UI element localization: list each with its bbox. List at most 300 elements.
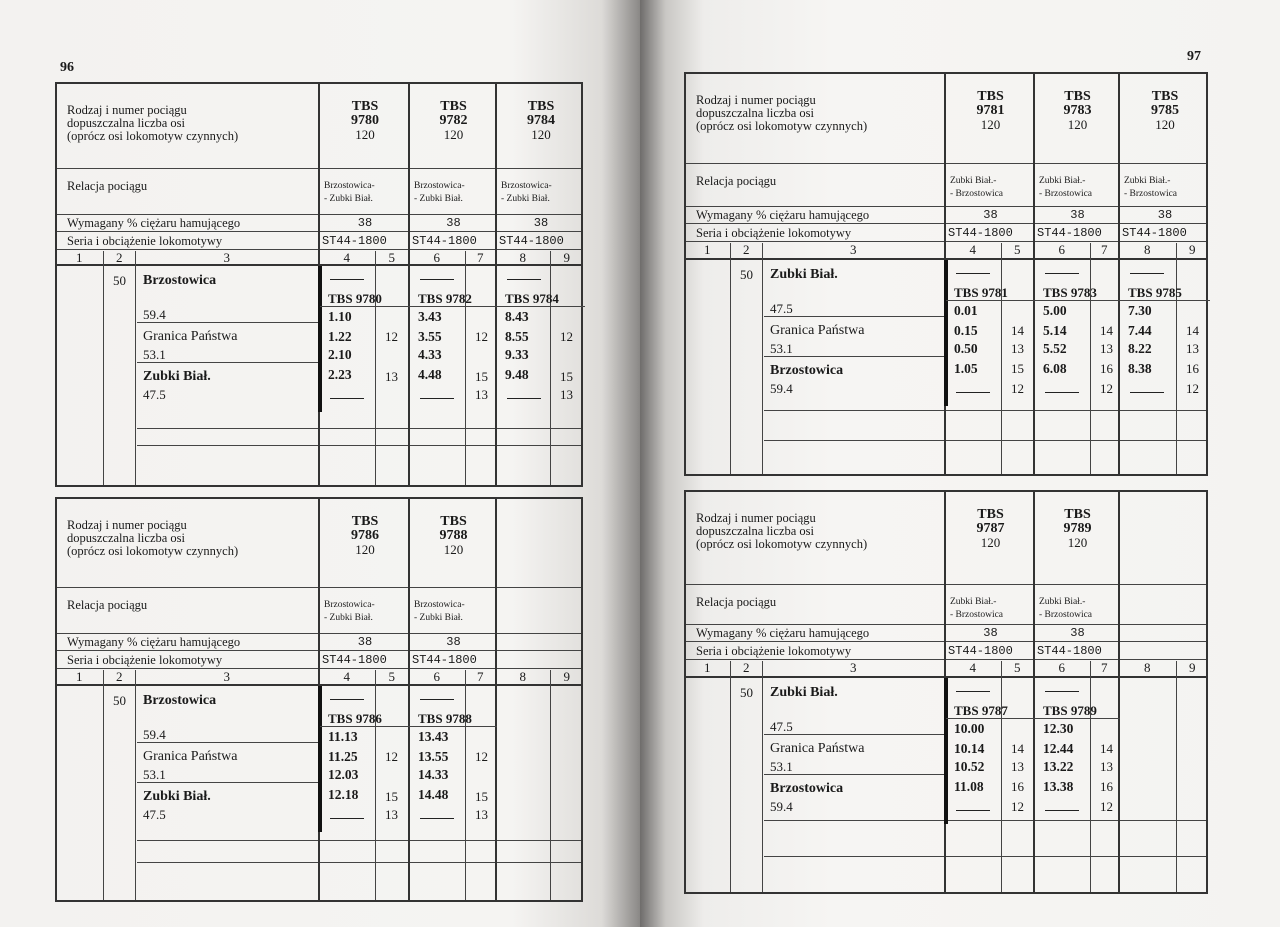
- train-time: 13.55: [418, 749, 449, 764]
- axle-count: 120: [355, 127, 375, 142]
- braking-percent: 38: [446, 216, 461, 230]
- running-minutes: 16: [1100, 361, 1113, 376]
- axle-count: 120: [1067, 535, 1088, 550]
- relation-from: Zubki Biał.-: [1124, 176, 1171, 186]
- column-number: 7: [477, 250, 484, 265]
- column-rule: [1118, 74, 1120, 474]
- column-number: 2: [743, 660, 750, 675]
- relation-label: Relacja pociągu: [696, 174, 777, 188]
- table-rule: [686, 223, 1206, 224]
- dash-mark: [1045, 810, 1079, 811]
- header-line: (oprócz osi lokomotyw czynnych): [67, 544, 239, 558]
- locomotive-series: ST44-1800: [322, 653, 387, 667]
- column-rule: [408, 84, 410, 485]
- train-header: [410, 100, 497, 142]
- station-km: 47.5: [143, 807, 166, 822]
- column-number: 5: [1014, 660, 1021, 675]
- station-km: 59.4: [770, 799, 793, 814]
- station-name: Granica Państwa: [143, 329, 238, 344]
- train-relation: [414, 180, 465, 206]
- locomotive-series: ST44-1800: [948, 226, 1013, 240]
- axle-count: 120: [443, 127, 464, 142]
- table-rule: [137, 840, 581, 841]
- station-rule: [137, 322, 320, 323]
- table-rule: [137, 445, 581, 446]
- train-time: 2.10: [328, 347, 352, 362]
- relation-from: Brzostowica-: [501, 181, 552, 191]
- running-minutes: 15: [1011, 361, 1024, 376]
- header-line: Rodzaj i numer pociągu: [696, 511, 816, 525]
- column-rule: [550, 251, 551, 485]
- station-rule: [764, 356, 946, 357]
- station-name: Brzostowica: [143, 693, 217, 708]
- train-category: TBS: [440, 514, 467, 529]
- column-number: 6: [433, 669, 440, 684]
- train-time: 4.33: [418, 347, 442, 362]
- column-number: 2: [116, 250, 123, 265]
- column-number: 3: [850, 242, 857, 257]
- dash-mark: [420, 279, 454, 280]
- dash-mark: [420, 398, 454, 399]
- column-rule: [1176, 243, 1177, 474]
- running-minutes: 12: [385, 749, 398, 764]
- table-rule: [764, 856, 1206, 857]
- dash-mark: [1045, 691, 1079, 692]
- column-number: 4: [969, 660, 976, 675]
- running-minutes: 12: [1011, 799, 1024, 814]
- column-number: 9: [1189, 660, 1196, 675]
- relation-from: Zubki Biał.-: [1039, 176, 1086, 186]
- column-rule: [1001, 661, 1002, 892]
- relation-label: Relacja pociągu: [67, 179, 148, 193]
- route-block-bar: [944, 678, 948, 824]
- train-time: 11.25: [328, 749, 358, 764]
- header-line: dopuszczalna liczba osi: [696, 106, 815, 120]
- train-category: TBS: [1064, 507, 1091, 522]
- column-number: 9: [563, 250, 570, 265]
- label-rule: [1035, 300, 1120, 301]
- running-minutes: 16: [1186, 361, 1199, 376]
- column-rule: [1090, 243, 1091, 474]
- km-start: 50: [113, 273, 126, 288]
- running-minutes: 15: [560, 369, 573, 384]
- train-relation: [324, 180, 375, 206]
- header-caption: [696, 94, 867, 133]
- dash-mark: [956, 810, 990, 811]
- train-number: 9784: [527, 113, 555, 128]
- table-rule: [137, 862, 581, 863]
- page-number: 96: [60, 60, 74, 75]
- column-number: 7: [1101, 660, 1108, 675]
- station-km: 59.4: [143, 307, 166, 322]
- route-block-bar: [318, 266, 322, 412]
- train-label: TBS 9781: [954, 285, 1008, 300]
- column-rule: [1118, 492, 1120, 892]
- train-category: TBS: [1151, 89, 1179, 104]
- train-label: TBS 9788: [418, 711, 472, 726]
- relation-to: - Zubki Biał.: [501, 194, 550, 204]
- label-rule: [410, 306, 497, 307]
- column-number: 5: [1014, 242, 1021, 257]
- running-minutes: 15: [385, 789, 398, 804]
- header-caption: [67, 104, 238, 143]
- train-time: 4.48: [418, 367, 442, 382]
- column-number: 8: [519, 250, 526, 265]
- braking-label: Wymagany % ciężaru hamującego: [67, 635, 241, 649]
- header-line: Rodzaj i numer pociągu: [696, 93, 816, 107]
- locomotive-series: ST44-1800: [1037, 644, 1102, 658]
- locomotive-series: ST44-1800: [948, 644, 1013, 658]
- locomotive-series: ST44-1800: [1122, 226, 1187, 240]
- dash-mark: [1045, 273, 1079, 274]
- running-minutes: 12: [560, 329, 573, 344]
- relation-to: - Zubki Biał.: [324, 613, 373, 623]
- station-name: Zubki Biał.: [770, 267, 838, 282]
- dash-mark: [1130, 392, 1164, 393]
- train-label: TBS 9787: [954, 703, 1008, 718]
- label-rule: [1035, 718, 1120, 719]
- running-minutes: 13: [385, 369, 398, 384]
- locomotive-series: ST44-1800: [412, 234, 477, 248]
- column-rule: [1001, 243, 1002, 474]
- dash-mark: [507, 398, 541, 399]
- locomotive-series: ST44-1800: [322, 234, 387, 248]
- train-header: [946, 90, 1035, 132]
- table-rule: [764, 820, 1206, 821]
- station-rule: [137, 742, 320, 743]
- train-time: 0.01: [954, 303, 978, 318]
- relation-from: Brzostowica-: [324, 181, 375, 191]
- header-caption: [696, 512, 867, 551]
- table-rule: [686, 206, 1206, 207]
- column-rule: [550, 670, 551, 900]
- column-number: 5: [388, 669, 395, 684]
- column-rule: [135, 251, 136, 485]
- train-time: 2.23: [328, 367, 352, 382]
- relation-from: Brzostowica-: [414, 600, 465, 610]
- train-time: 12.30: [1043, 721, 1074, 736]
- train-time: 5.14: [1043, 323, 1067, 338]
- train-label: TBS 9782: [418, 291, 472, 306]
- column-number: 6: [433, 250, 440, 265]
- column-number: 3: [223, 250, 230, 265]
- station-name: Brzostowica: [770, 363, 844, 378]
- km-start: 50: [740, 267, 753, 282]
- running-minutes: 12: [1186, 381, 1199, 396]
- braking-percent: 38: [1070, 626, 1085, 640]
- train-label: TBS 9783: [1043, 285, 1097, 300]
- train-time: 0.50: [954, 341, 978, 356]
- locomotive-series: ST44-1800: [1037, 226, 1102, 240]
- train-category: TBS: [440, 99, 467, 114]
- running-minutes: 15: [475, 369, 488, 384]
- running-minutes: 12: [1100, 381, 1113, 396]
- braking-label: Wymagany % ciężaru hamującego: [696, 208, 870, 222]
- station-km: 47.5: [143, 387, 166, 402]
- dash-mark: [330, 279, 364, 280]
- timetable: [55, 497, 583, 902]
- table-rule: [686, 241, 1206, 242]
- train-time: 3.43: [418, 309, 442, 324]
- axle-count: 120: [355, 542, 375, 557]
- train-label: TBS 9785: [1128, 285, 1182, 300]
- column-number: 4: [343, 669, 350, 684]
- running-minutes: 12: [385, 329, 398, 344]
- column-number: 8: [1144, 660, 1151, 675]
- table-rule: [686, 163, 1206, 164]
- column-rule: [1033, 74, 1035, 474]
- table-rule: [764, 410, 1206, 411]
- running-minutes: 14: [1186, 323, 1199, 338]
- header-line: dopuszczalna liczba osi: [67, 531, 186, 545]
- column-rule: [495, 499, 497, 900]
- label-rule: [946, 300, 1035, 301]
- label-rule: [320, 726, 410, 727]
- train-number: 9783: [1063, 103, 1092, 118]
- dash-mark: [956, 273, 990, 274]
- label-rule: [497, 306, 585, 307]
- dash-mark: [330, 818, 364, 819]
- train-category: TBS: [351, 514, 379, 529]
- running-minutes: 13: [1100, 759, 1113, 774]
- braking-label: Wymagany % ciężaru hamującego: [696, 626, 870, 640]
- train-label: TBS 9780: [328, 291, 382, 306]
- running-minutes: 14: [1100, 741, 1113, 756]
- train-category: TBS: [977, 89, 1004, 104]
- header-line: dopuszczalna liczba osi: [67, 116, 186, 130]
- train-relation: [1124, 175, 1177, 201]
- header-line: (oprócz osi lokomotyw czynnych): [696, 119, 868, 133]
- relation-from: Zubki Biał.-: [1039, 597, 1086, 607]
- train-relation: [414, 599, 465, 625]
- column-rule: [375, 251, 376, 485]
- train-relation: [1039, 596, 1092, 622]
- dash-mark: [507, 279, 541, 280]
- train-time: 14.33: [418, 767, 449, 782]
- column-rule: [730, 661, 731, 892]
- train-time: 3.55: [418, 329, 442, 344]
- label-rule: [946, 718, 1035, 719]
- running-minutes: 13: [475, 807, 488, 822]
- train-time: 13.38: [1043, 779, 1074, 794]
- station-km: 47.5: [770, 719, 793, 734]
- station-rule: [764, 734, 946, 735]
- station-name: Brzostowica: [770, 781, 844, 796]
- column-number: 6: [1058, 660, 1065, 675]
- column-number: 1: [704, 242, 711, 257]
- train-number: 9787: [976, 521, 1005, 536]
- relation-to: - Brzostowica: [1039, 189, 1093, 199]
- train-time: 9.33: [505, 347, 529, 362]
- axle-count: 120: [1155, 117, 1175, 132]
- column-rule: [495, 84, 497, 485]
- axle-count: 120: [980, 117, 1001, 132]
- column-number: 6: [1058, 242, 1065, 257]
- station-rule: [137, 782, 320, 783]
- relation-to: - Zubki Biał.: [324, 194, 373, 204]
- braking-percent: 38: [1070, 208, 1085, 222]
- loco-label: Seria i obciążenie lokomotywy: [67, 653, 223, 667]
- train-relation: [950, 596, 1003, 622]
- column-rule: [103, 670, 104, 900]
- running-minutes: 12: [475, 329, 488, 344]
- dash-mark: [1130, 273, 1164, 274]
- running-minutes: 13: [1011, 341, 1024, 356]
- table-rule: [137, 428, 581, 429]
- label-rule: [1120, 300, 1210, 301]
- relation-to: - Brzostowica: [1039, 610, 1093, 620]
- axle-count: 120: [443, 542, 464, 557]
- train-time: 9.48: [505, 367, 529, 382]
- column-number: 7: [1101, 242, 1108, 257]
- column-number: 7: [477, 669, 484, 684]
- train-time: 6.08: [1043, 361, 1067, 376]
- column-rule: [1033, 492, 1035, 892]
- train-time: 0.15: [954, 323, 978, 338]
- train-number: 9781: [976, 103, 1005, 118]
- train-time: 8.22: [1128, 341, 1152, 356]
- running-minutes: 14: [1100, 323, 1113, 338]
- train-number: 9785: [1151, 103, 1179, 118]
- header-line: (oprócz osi lokomotyw czynnych): [696, 537, 868, 551]
- axle-count: 120: [531, 127, 551, 142]
- station-name: Granica Państwa: [770, 323, 865, 338]
- header-caption: [67, 519, 238, 558]
- station-rule: [764, 316, 946, 317]
- column-number: 2: [116, 669, 123, 684]
- page-number: 97: [1187, 49, 1201, 64]
- train-relation: [950, 175, 1003, 201]
- relation-from: Brzostowica-: [324, 600, 375, 610]
- station-name: Zubki Biał.: [770, 685, 838, 700]
- relation-to: - Zubki Biał.: [414, 613, 463, 623]
- train-time: 10.52: [954, 759, 985, 774]
- running-minutes: 16: [1011, 779, 1024, 794]
- running-minutes: 13: [1011, 759, 1024, 774]
- column-rule: [762, 243, 763, 474]
- running-minutes: 13: [1100, 341, 1113, 356]
- train-time: 13.43: [418, 729, 449, 744]
- relation-to: - Brzostowica: [1124, 189, 1178, 199]
- column-number: 4: [969, 242, 976, 257]
- train-time: 5.52: [1043, 341, 1067, 356]
- column-number: 8: [519, 669, 526, 684]
- column-number: 9: [563, 669, 570, 684]
- train-header: [1035, 90, 1120, 132]
- train-time: 7.44: [1128, 323, 1152, 338]
- route-block-bar: [318, 686, 322, 832]
- column-rule: [1090, 661, 1091, 892]
- train-category: TBS: [1064, 89, 1091, 104]
- header-line: Rodzaj i numer pociągu: [67, 103, 187, 117]
- loco-label: Seria i obciążenie lokomotywy: [696, 226, 852, 240]
- braking-percent: 38: [446, 635, 461, 649]
- axle-count: 120: [1067, 117, 1088, 132]
- train-header: [320, 100, 410, 142]
- relation-from: Brzostowica-: [414, 181, 465, 191]
- column-number: 8: [1144, 242, 1151, 257]
- header-line: dopuszczalna liczba osi: [696, 524, 815, 538]
- dash-mark: [420, 699, 454, 700]
- table-rule: [686, 641, 1206, 642]
- train-label: TBS 9784: [505, 291, 559, 306]
- dash-mark: [330, 398, 364, 399]
- dash-mark: [330, 699, 364, 700]
- column-number: 4: [343, 250, 350, 265]
- dash-mark: [420, 818, 454, 819]
- train-label: TBS 9789: [1043, 703, 1097, 718]
- relation-to: - Brzostowica: [950, 610, 1004, 620]
- label-rule: [410, 726, 497, 727]
- braking-percent: 38: [983, 626, 998, 640]
- train-header: [1035, 508, 1120, 550]
- km-start: 50: [113, 693, 126, 708]
- train-relation: [1039, 175, 1092, 201]
- timetable: [684, 490, 1208, 894]
- relation-from: Zubki Biał.-: [950, 597, 997, 607]
- table-rule: [764, 440, 1206, 441]
- train-time: 12.03: [328, 767, 359, 782]
- timetable: [55, 82, 583, 487]
- train-number: 9786: [351, 528, 379, 543]
- braking-percent: 38: [357, 216, 373, 230]
- station-name: Zubki Biał.: [143, 789, 211, 804]
- station-km: 53.1: [143, 767, 166, 782]
- header-line: (oprócz osi lokomotyw czynnych): [67, 129, 239, 143]
- running-minutes: 13: [560, 387, 573, 402]
- relation-to: - Zubki Biał.: [414, 194, 463, 204]
- dash-mark: [1045, 392, 1079, 393]
- table-rule: [686, 624, 1206, 625]
- dash-mark: [956, 691, 990, 692]
- loco-label: Seria i obciążenie lokomotywy: [67, 234, 223, 248]
- station-rule: [137, 362, 320, 363]
- relation-to: - Brzostowica: [950, 189, 1004, 199]
- column-rule: [762, 661, 763, 892]
- column-number: 1: [704, 660, 711, 675]
- train-number: 9788: [439, 528, 468, 543]
- running-minutes: 12: [1011, 381, 1024, 396]
- column-number: 5: [388, 250, 395, 265]
- station-rule: [764, 774, 946, 775]
- train-relation: [501, 180, 552, 206]
- braking-percent: 38: [983, 208, 998, 222]
- train-number: 9789: [1063, 521, 1092, 536]
- column-rule: [375, 670, 376, 900]
- train-time: 1.22: [328, 329, 352, 344]
- header-line: Rodzaj i numer pociągu: [67, 518, 187, 532]
- train-relation: [324, 599, 375, 625]
- station-km: 53.1: [770, 341, 793, 356]
- train-header: [320, 515, 410, 557]
- train-time: 1.10: [328, 309, 352, 324]
- running-minutes: 16: [1100, 779, 1113, 794]
- braking-percent: 38: [533, 216, 549, 230]
- locomotive-series: ST44-1800: [412, 653, 477, 667]
- running-minutes: 13: [1186, 341, 1199, 356]
- train-header: [410, 515, 497, 557]
- train-time: 11.08: [954, 779, 984, 794]
- column-number: 9: [1189, 242, 1196, 257]
- column-number: 3: [850, 660, 857, 675]
- train-label: TBS 9786: [328, 711, 382, 726]
- column-rule: [103, 251, 104, 485]
- train-category: TBS: [977, 507, 1004, 522]
- train-time: 10.00: [954, 721, 985, 736]
- train-time: 13.22: [1043, 759, 1074, 774]
- route-block-bar: [944, 260, 948, 406]
- column-rule: [135, 670, 136, 900]
